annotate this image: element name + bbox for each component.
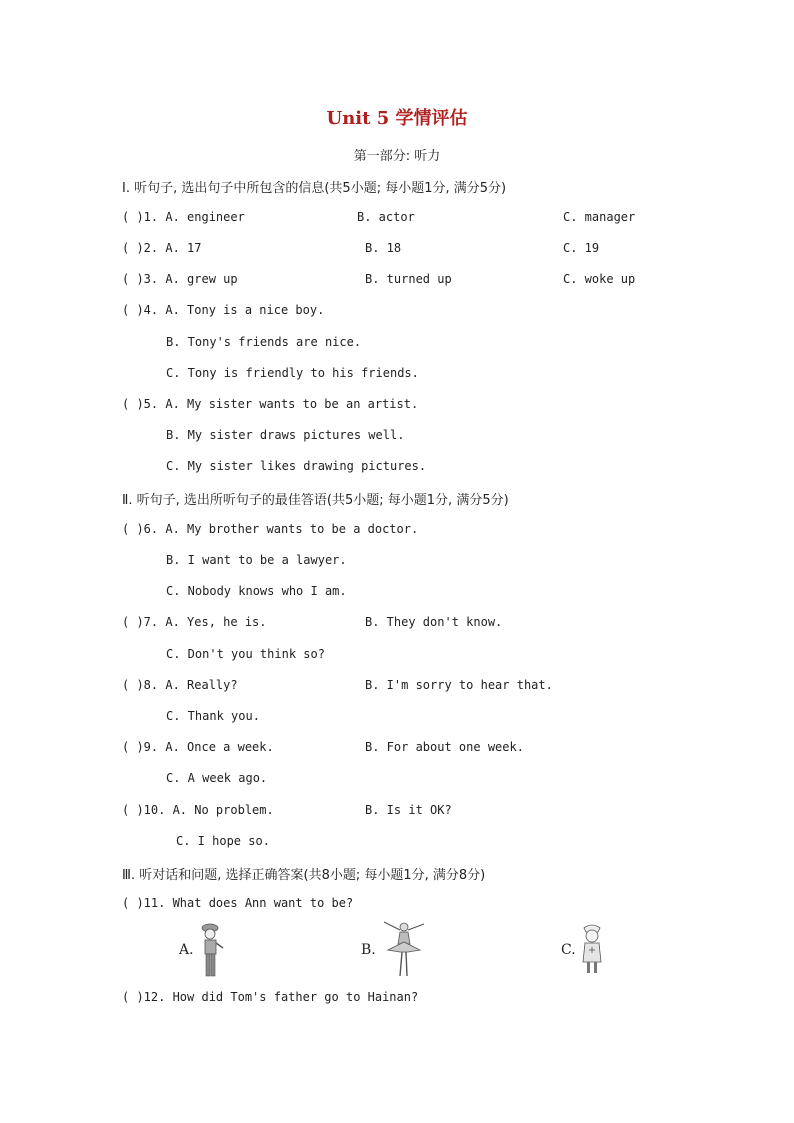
question-10: ( )10. A. No problem.: [122, 803, 274, 817]
question-7-option-c: C. Don't you think so?: [166, 647, 325, 661]
question-7-option-b: B. They don't know.: [365, 615, 503, 629]
part-heading: 第一部分: 听力: [353, 149, 441, 164]
question-8-option-c: C. Thank you.: [166, 709, 260, 723]
question-6: ( )6. A. My brother wants to be a doctor.: [122, 522, 419, 536]
question-2-option-b: B. 18: [365, 241, 402, 255]
question-11: ( )11. What does Ann want to be?: [122, 896, 354, 910]
question-3: ( )3. A. grew up: [122, 272, 238, 286]
question-4-option-c: C. Tony is friendly to his friends.: [166, 366, 419, 380]
nurse-picture-icon: [578, 922, 606, 976]
engineer-picture-icon: [196, 920, 228, 980]
question-5-option-b: B. My sister draws pictures well.: [166, 428, 405, 442]
question-4-option-b: B. Tony's friends are nice.: [166, 335, 362, 349]
question-10-option-c: C. I hope so.: [176, 834, 270, 848]
question-9: ( )9. A. Once a week.: [122, 740, 274, 754]
question-6-option-b: B. I want to be a lawyer.: [166, 553, 347, 567]
question-12: ( )12. How did Tom's father go to Hainan?: [122, 990, 419, 1004]
question-2-option-c: C. 19: [563, 241, 600, 255]
question-2: ( )2. A. 17: [122, 241, 202, 255]
question-1-option-c: C. manager: [563, 210, 636, 224]
page-title: Unit 5 学情评估: [326, 108, 468, 129]
question-1: ( )1. A. engineer: [122, 210, 245, 224]
question-11-option-b-label: B.: [361, 942, 376, 958]
question-1-option-b: B. actor: [357, 210, 415, 224]
question-10-option-b: B. Is it OK?: [365, 803, 452, 817]
question-6-option-c: C. Nobody knows who I am.: [166, 584, 347, 598]
question-5: ( )5. A. My sister wants to be an artist.: [122, 397, 419, 411]
question-7: ( )7. A. Yes, he is.: [122, 615, 267, 629]
question-8: ( )8. A. Really?: [122, 678, 238, 692]
question-11-option-c-label: C.: [561, 942, 576, 958]
section-2-heading: Ⅱ. 听句子, 选出所听句子的最佳答语(共5小题; 每小题1分, 满分5分): [122, 493, 509, 508]
question-3-option-c: C. woke up: [563, 272, 636, 286]
question-9-option-b: B. For about one week.: [365, 740, 524, 754]
question-3-option-b: B. turned up: [365, 272, 452, 286]
question-5-option-c: C. My sister likes drawing pictures.: [166, 459, 427, 473]
section-3-heading: Ⅲ. 听对话和问题, 选择正确答案(共8小题; 每小题1分, 满分8分): [122, 868, 486, 883]
question-8-option-b: B. I'm sorry to hear that.: [365, 678, 553, 692]
section-1-heading: Ⅰ. 听句子, 选出句子中所包含的信息(共5小题; 每小题1分, 满分5分): [122, 181, 507, 196]
question-9-option-c: C. A week ago.: [166, 771, 268, 785]
question-4: ( )4. A. Tony is a nice boy.: [122, 303, 325, 317]
question-11-option-a-label: A.: [179, 942, 194, 958]
dancer-picture-icon: [378, 920, 428, 978]
